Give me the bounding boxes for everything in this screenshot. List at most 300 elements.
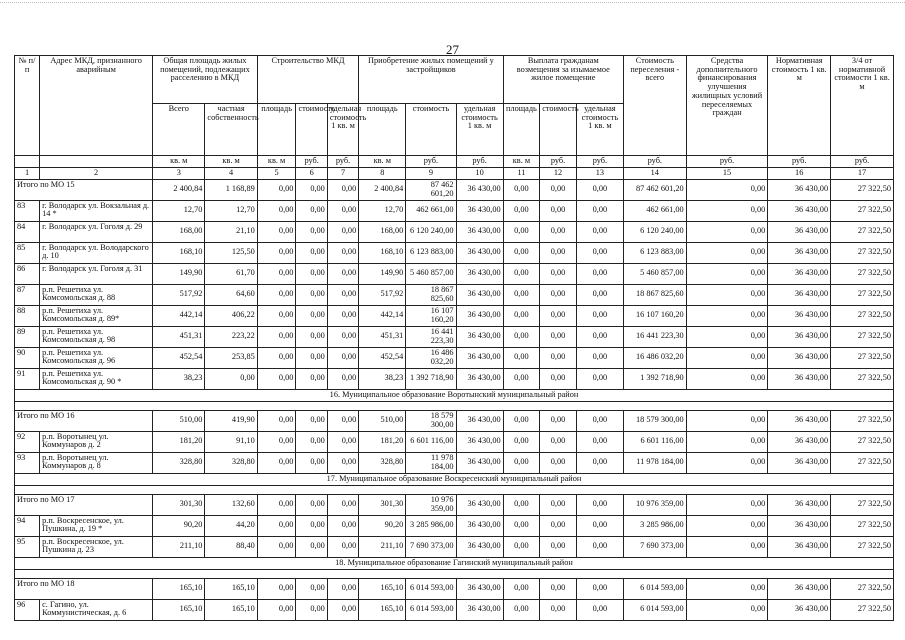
column-number: 10 bbox=[456, 168, 503, 180]
value-cell-c5: 0,00 bbox=[257, 221, 296, 242]
value-cell-c11: 0,00 bbox=[503, 599, 540, 620]
section-row bbox=[15, 473, 894, 485]
value-cell-c13: 0,00 bbox=[576, 536, 623, 557]
row-number: 85 bbox=[15, 242, 40, 263]
value-cell-c15: 0,00 bbox=[686, 431, 768, 452]
value-cell-c3: 510,00 bbox=[153, 410, 205, 431]
value-cell-c17: 27 322,50 bbox=[831, 242, 894, 263]
value-cell-c11: 0,00 bbox=[503, 284, 540, 305]
value-cell-c6: 0,00 bbox=[296, 599, 327, 620]
value-cell-c14: 16 486 032,20 bbox=[623, 347, 686, 368]
total-row bbox=[15, 179, 894, 200]
header-area: площадь bbox=[257, 104, 296, 156]
value-cell-c10: 36 430,00 bbox=[456, 515, 503, 536]
value-cell-c5: 0,00 bbox=[257, 578, 296, 599]
value-cell-c6: 0,00 bbox=[296, 431, 327, 452]
row-number: 91 bbox=[15, 368, 40, 389]
value-cell-c11: 0,00 bbox=[503, 515, 540, 536]
value-cell-c5: 0,00 bbox=[257, 242, 296, 263]
value-cell-c14: 16 107 160,20 bbox=[623, 305, 686, 326]
value-cell-c11: 0,00 bbox=[503, 494, 540, 515]
value-cell-c6: 0,00 bbox=[296, 284, 327, 305]
value-cell-c13: 0,00 bbox=[576, 284, 623, 305]
value-cell-c8: 165,10 bbox=[359, 578, 406, 599]
value-cell-c6: 0,00 bbox=[296, 515, 327, 536]
value-cell-c3: 168,00 bbox=[153, 221, 205, 242]
column-number: 7 bbox=[327, 168, 358, 180]
value-cell-c11: 0,00 bbox=[503, 242, 540, 263]
value-cell-c9: 11 978 184,00 bbox=[406, 452, 456, 473]
unit-cell: кв. м bbox=[153, 156, 205, 168]
value-cell-c6: 0,00 bbox=[296, 242, 327, 263]
value-cell-c11: 0,00 bbox=[503, 536, 540, 557]
value-cell-c9: 1 392 718,90 bbox=[406, 368, 456, 389]
value-cell-c17: 27 322,50 bbox=[831, 452, 894, 473]
value-cell-c4: 253,85 bbox=[205, 347, 257, 368]
value-cell-c5: 0,00 bbox=[257, 494, 296, 515]
value-cell-c12: 0,00 bbox=[540, 263, 577, 284]
value-cell-c14: 6 123 883,00 bbox=[623, 242, 686, 263]
value-cell-c10: 36 430,00 bbox=[456, 452, 503, 473]
unit-cell: руб. bbox=[623, 156, 686, 168]
value-cell-c4: 0,00 bbox=[205, 368, 257, 389]
header-three-quarter: 3/4 от нормативной стоимости 1 кв. м bbox=[831, 56, 894, 156]
value-cell-c17: 27 322,50 bbox=[831, 578, 894, 599]
total-label: Итого по МО 17 bbox=[15, 494, 153, 515]
value-cell-c4: 419,90 bbox=[205, 410, 257, 431]
value-cell-c8: 517,92 bbox=[359, 284, 406, 305]
column-number: 3 bbox=[153, 168, 205, 180]
value-cell-c14: 3 285 986,00 bbox=[623, 515, 686, 536]
value-cell-c7: 0,00 bbox=[327, 221, 358, 242]
value-cell-c12: 0,00 bbox=[540, 200, 577, 221]
value-cell-c10: 36 430,00 bbox=[456, 221, 503, 242]
value-cell-c10: 36 430,00 bbox=[456, 410, 503, 431]
value-cell-c4: 328,80 bbox=[205, 452, 257, 473]
value-cell-c14: 18 867 825,60 bbox=[623, 284, 686, 305]
value-cell-c12: 0,00 bbox=[540, 578, 577, 599]
row-number: 95 bbox=[15, 536, 40, 557]
value-cell-c10: 36 430,00 bbox=[456, 347, 503, 368]
row-number: 87 bbox=[15, 284, 40, 305]
value-cell-c16: 36 430,00 bbox=[768, 431, 831, 452]
table-row bbox=[15, 221, 894, 242]
value-cell-c4: 223,22 bbox=[205, 326, 257, 347]
value-cell-c7: 0,00 bbox=[327, 431, 358, 452]
value-cell-c3: 517,92 bbox=[153, 284, 205, 305]
value-cell-c10: 36 430,00 bbox=[456, 494, 503, 515]
value-cell-c7: 0,00 bbox=[327, 305, 358, 326]
value-cell-c11: 0,00 bbox=[503, 263, 540, 284]
value-cell-c3: 211,10 bbox=[153, 536, 205, 557]
value-cell-c14: 1 392 718,90 bbox=[623, 368, 686, 389]
column-number: 6 bbox=[296, 168, 327, 180]
value-cell-c10: 36 430,00 bbox=[456, 536, 503, 557]
value-cell-c17: 27 322,50 bbox=[831, 515, 894, 536]
value-cell-c3: 2 400,84 bbox=[153, 179, 205, 200]
unit-cell: руб. bbox=[540, 156, 577, 168]
value-cell-c13: 0,00 bbox=[576, 494, 623, 515]
address-cell: г. Володарск ул. Гоголя д. 31 bbox=[40, 263, 153, 284]
value-cell-c13: 0,00 bbox=[576, 578, 623, 599]
value-cell-c3: 451,31 bbox=[153, 326, 205, 347]
value-cell-c17: 27 322,50 bbox=[831, 263, 894, 284]
table-row bbox=[15, 326, 894, 347]
value-cell-c9: 16 107 160,20 bbox=[406, 305, 456, 326]
value-cell-c8: 38,23 bbox=[359, 368, 406, 389]
value-cell-c16: 36 430,00 bbox=[768, 494, 831, 515]
value-cell-c5: 0,00 bbox=[257, 263, 296, 284]
header-total-area: Общая площадь жилых помещений, подлежащих расселению в МКД bbox=[153, 56, 258, 104]
value-cell-c16: 36 430,00 bbox=[768, 515, 831, 536]
unit-cell: руб. bbox=[576, 156, 623, 168]
value-cell-c9: 10 976 359,00 bbox=[406, 494, 456, 515]
value-cell-c5: 0,00 bbox=[257, 410, 296, 431]
value-cell-c12: 0,00 bbox=[540, 179, 577, 200]
row-number: 94 bbox=[15, 515, 40, 536]
header-private: частная собственность bbox=[205, 104, 257, 156]
unit-cell bbox=[15, 156, 40, 168]
address-cell: г. Володарск ул. Гоголя д. 29 bbox=[40, 221, 153, 242]
value-cell-c5: 0,00 bbox=[257, 347, 296, 368]
value-cell-c16: 36 430,00 bbox=[768, 326, 831, 347]
value-cell-c6: 0,00 bbox=[296, 263, 327, 284]
value-cell-c3: 165,10 bbox=[153, 599, 205, 620]
header-unit-cost: удельная стоимость 1 кв. м bbox=[456, 104, 503, 156]
table-row bbox=[15, 536, 894, 557]
value-cell-c13: 0,00 bbox=[576, 200, 623, 221]
header-payment: Выплата гражданам возмещения за изымаемое жилое помещение bbox=[503, 56, 623, 104]
value-cell-c15: 0,00 bbox=[686, 179, 768, 200]
value-cell-c13: 0,00 bbox=[576, 515, 623, 536]
value-cell-c13: 0,00 bbox=[576, 347, 623, 368]
value-cell-c16: 36 430,00 bbox=[768, 347, 831, 368]
total-row bbox=[15, 494, 894, 515]
value-cell-c3: 442,14 bbox=[153, 305, 205, 326]
value-cell-c8: 451,31 bbox=[359, 326, 406, 347]
value-cell-c8: 168,10 bbox=[359, 242, 406, 263]
value-cell-c15: 0,00 bbox=[686, 599, 768, 620]
value-cell-c7: 0,00 bbox=[327, 536, 358, 557]
spacer-cell bbox=[15, 569, 894, 578]
value-cell-c8: 211,10 bbox=[359, 536, 406, 557]
value-cell-c10: 36 430,00 bbox=[456, 242, 503, 263]
column-number: 9 bbox=[406, 168, 456, 180]
unit-cell bbox=[40, 156, 153, 168]
value-cell-c3: 90,20 bbox=[153, 515, 205, 536]
value-cell-c14: 6 014 593,00 bbox=[623, 578, 686, 599]
column-number: 12 bbox=[540, 168, 577, 180]
value-cell-c3: 328,80 bbox=[153, 452, 205, 473]
value-cell-c12: 0,00 bbox=[540, 599, 577, 620]
value-cell-c15: 0,00 bbox=[686, 494, 768, 515]
value-cell-c4: 406,22 bbox=[205, 305, 257, 326]
column-number: 4 bbox=[205, 168, 257, 180]
value-cell-c7: 0,00 bbox=[327, 515, 358, 536]
address-cell: р.п. Решетиха ул. Комсомольская д. 88 bbox=[40, 284, 153, 305]
value-cell-c13: 0,00 bbox=[576, 326, 623, 347]
value-cell-c13: 0,00 bbox=[576, 305, 623, 326]
value-cell-c12: 0,00 bbox=[540, 410, 577, 431]
header-cost: стоимость bbox=[540, 104, 577, 156]
value-cell-c10: 36 430,00 bbox=[456, 368, 503, 389]
value-cell-c3: 165,10 bbox=[153, 578, 205, 599]
address-cell: р.п. Воскресенское, ул. Пушкина д. 23 bbox=[40, 536, 153, 557]
value-cell-c14: 7 690 373,00 bbox=[623, 536, 686, 557]
value-cell-c5: 0,00 bbox=[257, 452, 296, 473]
value-cell-c8: 90,20 bbox=[359, 515, 406, 536]
total-label: Итого по МО 16 bbox=[15, 410, 153, 431]
value-cell-c6: 0,00 bbox=[296, 305, 327, 326]
value-cell-c16: 36 430,00 bbox=[768, 536, 831, 557]
header-total: Всего bbox=[153, 104, 205, 156]
unit-cell: руб. bbox=[768, 156, 831, 168]
table-header bbox=[15, 56, 894, 180]
value-cell-c5: 0,00 bbox=[257, 431, 296, 452]
header-resettle-cost: Стоимость переселения - всего bbox=[623, 56, 686, 156]
value-cell-c7: 0,00 bbox=[327, 179, 358, 200]
value-cell-c14: 16 441 223,30 bbox=[623, 326, 686, 347]
address-cell: г. Володарск ул. Вокзальная д. 14 * bbox=[40, 200, 153, 221]
value-cell-c8: 181,20 bbox=[359, 431, 406, 452]
value-cell-c4: 125,50 bbox=[205, 242, 257, 263]
value-cell-c14: 5 460 857,00 bbox=[623, 263, 686, 284]
column-number: 17 bbox=[831, 168, 894, 180]
address-cell: р.п. Воротынец ул. Коммунаров д. 8 bbox=[40, 452, 153, 473]
value-cell-c7: 0,00 bbox=[327, 599, 358, 620]
value-cell-c3: 149,90 bbox=[153, 263, 205, 284]
value-cell-c4: 88,40 bbox=[205, 536, 257, 557]
header-unit-cost: удельная стоимость 1 кв. м bbox=[576, 104, 623, 156]
table-body bbox=[15, 179, 894, 620]
value-cell-c9: 87 462 601,20 bbox=[406, 179, 456, 200]
value-cell-c14: 462 661,00 bbox=[623, 200, 686, 221]
address-cell: р.п. Решетиха ул. Комсомольская д. 98 bbox=[40, 326, 153, 347]
value-cell-c7: 0,00 bbox=[327, 263, 358, 284]
value-cell-c12: 0,00 bbox=[540, 347, 577, 368]
value-cell-c11: 0,00 bbox=[503, 368, 540, 389]
unit-cell: руб. bbox=[406, 156, 456, 168]
value-cell-c15: 0,00 bbox=[686, 242, 768, 263]
unit-cell: кв. м bbox=[503, 156, 540, 168]
header-unit-cost: удельная стоимость 1 кв. м bbox=[327, 104, 358, 156]
total-row bbox=[15, 410, 894, 431]
value-cell-c10: 36 430,00 bbox=[456, 284, 503, 305]
value-cell-c16: 36 430,00 bbox=[768, 200, 831, 221]
value-cell-c15: 0,00 bbox=[686, 368, 768, 389]
column-number: 14 bbox=[623, 168, 686, 180]
value-cell-c14: 6 601 116,00 bbox=[623, 431, 686, 452]
value-cell-c6: 0,00 bbox=[296, 326, 327, 347]
value-cell-c13: 0,00 bbox=[576, 263, 623, 284]
value-cell-c7: 0,00 bbox=[327, 578, 358, 599]
value-cell-c16: 36 430,00 bbox=[768, 578, 831, 599]
value-cell-c9: 6 120 240,00 bbox=[406, 221, 456, 242]
value-cell-c15: 0,00 bbox=[686, 326, 768, 347]
value-cell-c7: 0,00 bbox=[327, 326, 358, 347]
value-cell-c11: 0,00 bbox=[503, 179, 540, 200]
header-address: Адрес МКД, признанного аварийным bbox=[40, 56, 153, 156]
value-cell-c11: 0,00 bbox=[503, 305, 540, 326]
value-cell-c15: 0,00 bbox=[686, 305, 768, 326]
value-cell-c15: 0,00 bbox=[686, 263, 768, 284]
value-cell-c13: 0,00 bbox=[576, 410, 623, 431]
column-number: 1 bbox=[15, 168, 40, 180]
value-cell-c13: 0,00 bbox=[576, 452, 623, 473]
page-top-edge bbox=[0, 2, 905, 7]
value-cell-c6: 0,00 bbox=[296, 536, 327, 557]
header-area: площадь bbox=[359, 104, 406, 156]
value-cell-c8: 301,30 bbox=[359, 494, 406, 515]
unit-cell: кв. м bbox=[257, 156, 296, 168]
value-cell-c17: 27 322,50 bbox=[831, 179, 894, 200]
unit-cell: руб. bbox=[456, 156, 503, 168]
value-cell-c13: 0,00 bbox=[576, 179, 623, 200]
value-cell-c17: 27 322,50 bbox=[831, 221, 894, 242]
value-cell-c10: 36 430,00 bbox=[456, 578, 503, 599]
address-cell: г. Володарск ул. Володарского д. 10 bbox=[40, 242, 153, 263]
value-cell-c6: 0,00 bbox=[296, 347, 327, 368]
value-cell-c11: 0,00 bbox=[503, 410, 540, 431]
value-cell-c4: 61,70 bbox=[205, 263, 257, 284]
value-cell-c14: 6 120 240,00 bbox=[623, 221, 686, 242]
value-cell-c10: 36 430,00 bbox=[456, 326, 503, 347]
value-cell-c12: 0,00 bbox=[540, 326, 577, 347]
column-number: 15 bbox=[686, 168, 768, 180]
value-cell-c5: 0,00 bbox=[257, 599, 296, 620]
value-cell-c13: 0,00 bbox=[576, 242, 623, 263]
value-cell-c8: 452,54 bbox=[359, 347, 406, 368]
header-construction: Строительство МКД bbox=[257, 56, 358, 104]
value-cell-c12: 0,00 bbox=[540, 305, 577, 326]
unit-cell: руб. bbox=[686, 156, 768, 168]
value-cell-c14: 18 579 300,00 bbox=[623, 410, 686, 431]
row-number: 90 bbox=[15, 347, 40, 368]
value-cell-c17: 27 322,50 bbox=[831, 431, 894, 452]
value-cell-c5: 0,00 bbox=[257, 368, 296, 389]
value-cell-c5: 0,00 bbox=[257, 305, 296, 326]
value-cell-c10: 36 430,00 bbox=[456, 431, 503, 452]
value-cell-c7: 0,00 bbox=[327, 410, 358, 431]
column-number: 11 bbox=[503, 168, 540, 180]
value-cell-c12: 0,00 bbox=[540, 221, 577, 242]
value-cell-c10: 36 430,00 bbox=[456, 179, 503, 200]
unit-cell: руб. bbox=[831, 156, 894, 168]
row-number: 86 bbox=[15, 263, 40, 284]
value-cell-c11: 0,00 bbox=[503, 431, 540, 452]
row-number: 92 bbox=[15, 431, 40, 452]
value-cell-c9: 6 014 593,00 bbox=[406, 599, 456, 620]
value-cell-c16: 36 430,00 bbox=[768, 410, 831, 431]
value-cell-c5: 0,00 bbox=[257, 515, 296, 536]
value-cell-c12: 0,00 bbox=[540, 368, 577, 389]
table-row bbox=[15, 284, 894, 305]
value-cell-c15: 0,00 bbox=[686, 410, 768, 431]
value-cell-c17: 27 322,50 bbox=[831, 347, 894, 368]
value-cell-c3: 452,54 bbox=[153, 347, 205, 368]
value-cell-c4: 1 168,89 bbox=[205, 179, 257, 200]
spacer-cell bbox=[15, 401, 894, 410]
value-cell-c10: 36 430,00 bbox=[456, 599, 503, 620]
page-number: 27 bbox=[446, 42, 459, 57]
value-cell-c16: 36 430,00 bbox=[768, 263, 831, 284]
table-row bbox=[15, 200, 894, 221]
value-cell-c5: 0,00 bbox=[257, 536, 296, 557]
value-cell-c5: 0,00 bbox=[257, 179, 296, 200]
unit-cell: кв. м bbox=[205, 156, 257, 168]
value-cell-c4: 165,10 bbox=[205, 599, 257, 620]
value-cell-c6: 0,00 bbox=[296, 368, 327, 389]
value-cell-c9: 7 690 373,00 bbox=[406, 536, 456, 557]
value-cell-c10: 36 430,00 bbox=[456, 263, 503, 284]
row-number: 84 bbox=[15, 221, 40, 242]
table-row bbox=[15, 368, 894, 389]
value-cell-c5: 0,00 bbox=[257, 326, 296, 347]
value-cell-c6: 0,00 bbox=[296, 578, 327, 599]
value-cell-c4: 165,10 bbox=[205, 578, 257, 599]
column-number: 13 bbox=[576, 168, 623, 180]
value-cell-c16: 36 430,00 bbox=[768, 599, 831, 620]
table-row bbox=[15, 305, 894, 326]
value-cell-c4: 21,10 bbox=[205, 221, 257, 242]
value-cell-c5: 0,00 bbox=[257, 284, 296, 305]
value-cell-c11: 0,00 bbox=[503, 452, 540, 473]
row-number: 88 bbox=[15, 305, 40, 326]
value-cell-c3: 301,30 bbox=[153, 494, 205, 515]
value-cell-c17: 27 322,50 bbox=[831, 200, 894, 221]
value-cell-c15: 0,00 bbox=[686, 452, 768, 473]
value-cell-c9: 16 486 032,20 bbox=[406, 347, 456, 368]
value-cell-c7: 0,00 bbox=[327, 494, 358, 515]
total-label: Итого по МО 15 bbox=[15, 179, 153, 200]
value-cell-c9: 5 460 857,00 bbox=[406, 263, 456, 284]
row-number: 89 bbox=[15, 326, 40, 347]
value-cell-c9: 6 014 593,00 bbox=[406, 578, 456, 599]
section-title: 17. Муниципальное образование Воскресенский муниципальный район bbox=[15, 473, 894, 485]
header-n: № п/п bbox=[15, 56, 40, 156]
header-cost: стоимость bbox=[296, 104, 327, 156]
value-cell-c8: 165,10 bbox=[359, 599, 406, 620]
value-cell-c7: 0,00 bbox=[327, 452, 358, 473]
value-cell-c17: 27 322,50 bbox=[831, 536, 894, 557]
value-cell-c9: 18 867 825,60 bbox=[406, 284, 456, 305]
value-cell-c12: 0,00 bbox=[540, 494, 577, 515]
value-cell-c8: 328,80 bbox=[359, 452, 406, 473]
value-cell-c15: 0,00 bbox=[686, 200, 768, 221]
value-cell-c14: 11 978 184,00 bbox=[623, 452, 686, 473]
table-row bbox=[15, 599, 894, 620]
value-cell-c12: 0,00 bbox=[540, 242, 577, 263]
value-cell-c14: 10 976 359,00 bbox=[623, 494, 686, 515]
address-cell: р.п. Воротынец ул. Коммунаров д. 2 bbox=[40, 431, 153, 452]
column-number: 16 bbox=[768, 168, 831, 180]
value-cell-c9: 6 123 883,00 bbox=[406, 242, 456, 263]
unit-cell: руб. bbox=[327, 156, 358, 168]
value-cell-c12: 0,00 bbox=[540, 284, 577, 305]
value-cell-c16: 36 430,00 bbox=[768, 179, 831, 200]
value-cell-c3: 38,23 bbox=[153, 368, 205, 389]
address-cell: с. Гагино, ул. Коммунистическая, д. 6 bbox=[40, 599, 153, 620]
header-norm-cost: Нормативная стоимость 1 кв. м bbox=[768, 56, 831, 156]
resettlement-table bbox=[14, 55, 894, 621]
value-cell-c17: 27 322,50 bbox=[831, 305, 894, 326]
section-row bbox=[15, 389, 894, 401]
address-cell: р.п. Решетиха ул. Комсомольская д. 89* bbox=[40, 305, 153, 326]
value-cell-c3: 168,10 bbox=[153, 242, 205, 263]
value-cell-c17: 27 322,50 bbox=[831, 410, 894, 431]
value-cell-c6: 0,00 bbox=[296, 179, 327, 200]
column-number: 2 bbox=[40, 168, 153, 180]
